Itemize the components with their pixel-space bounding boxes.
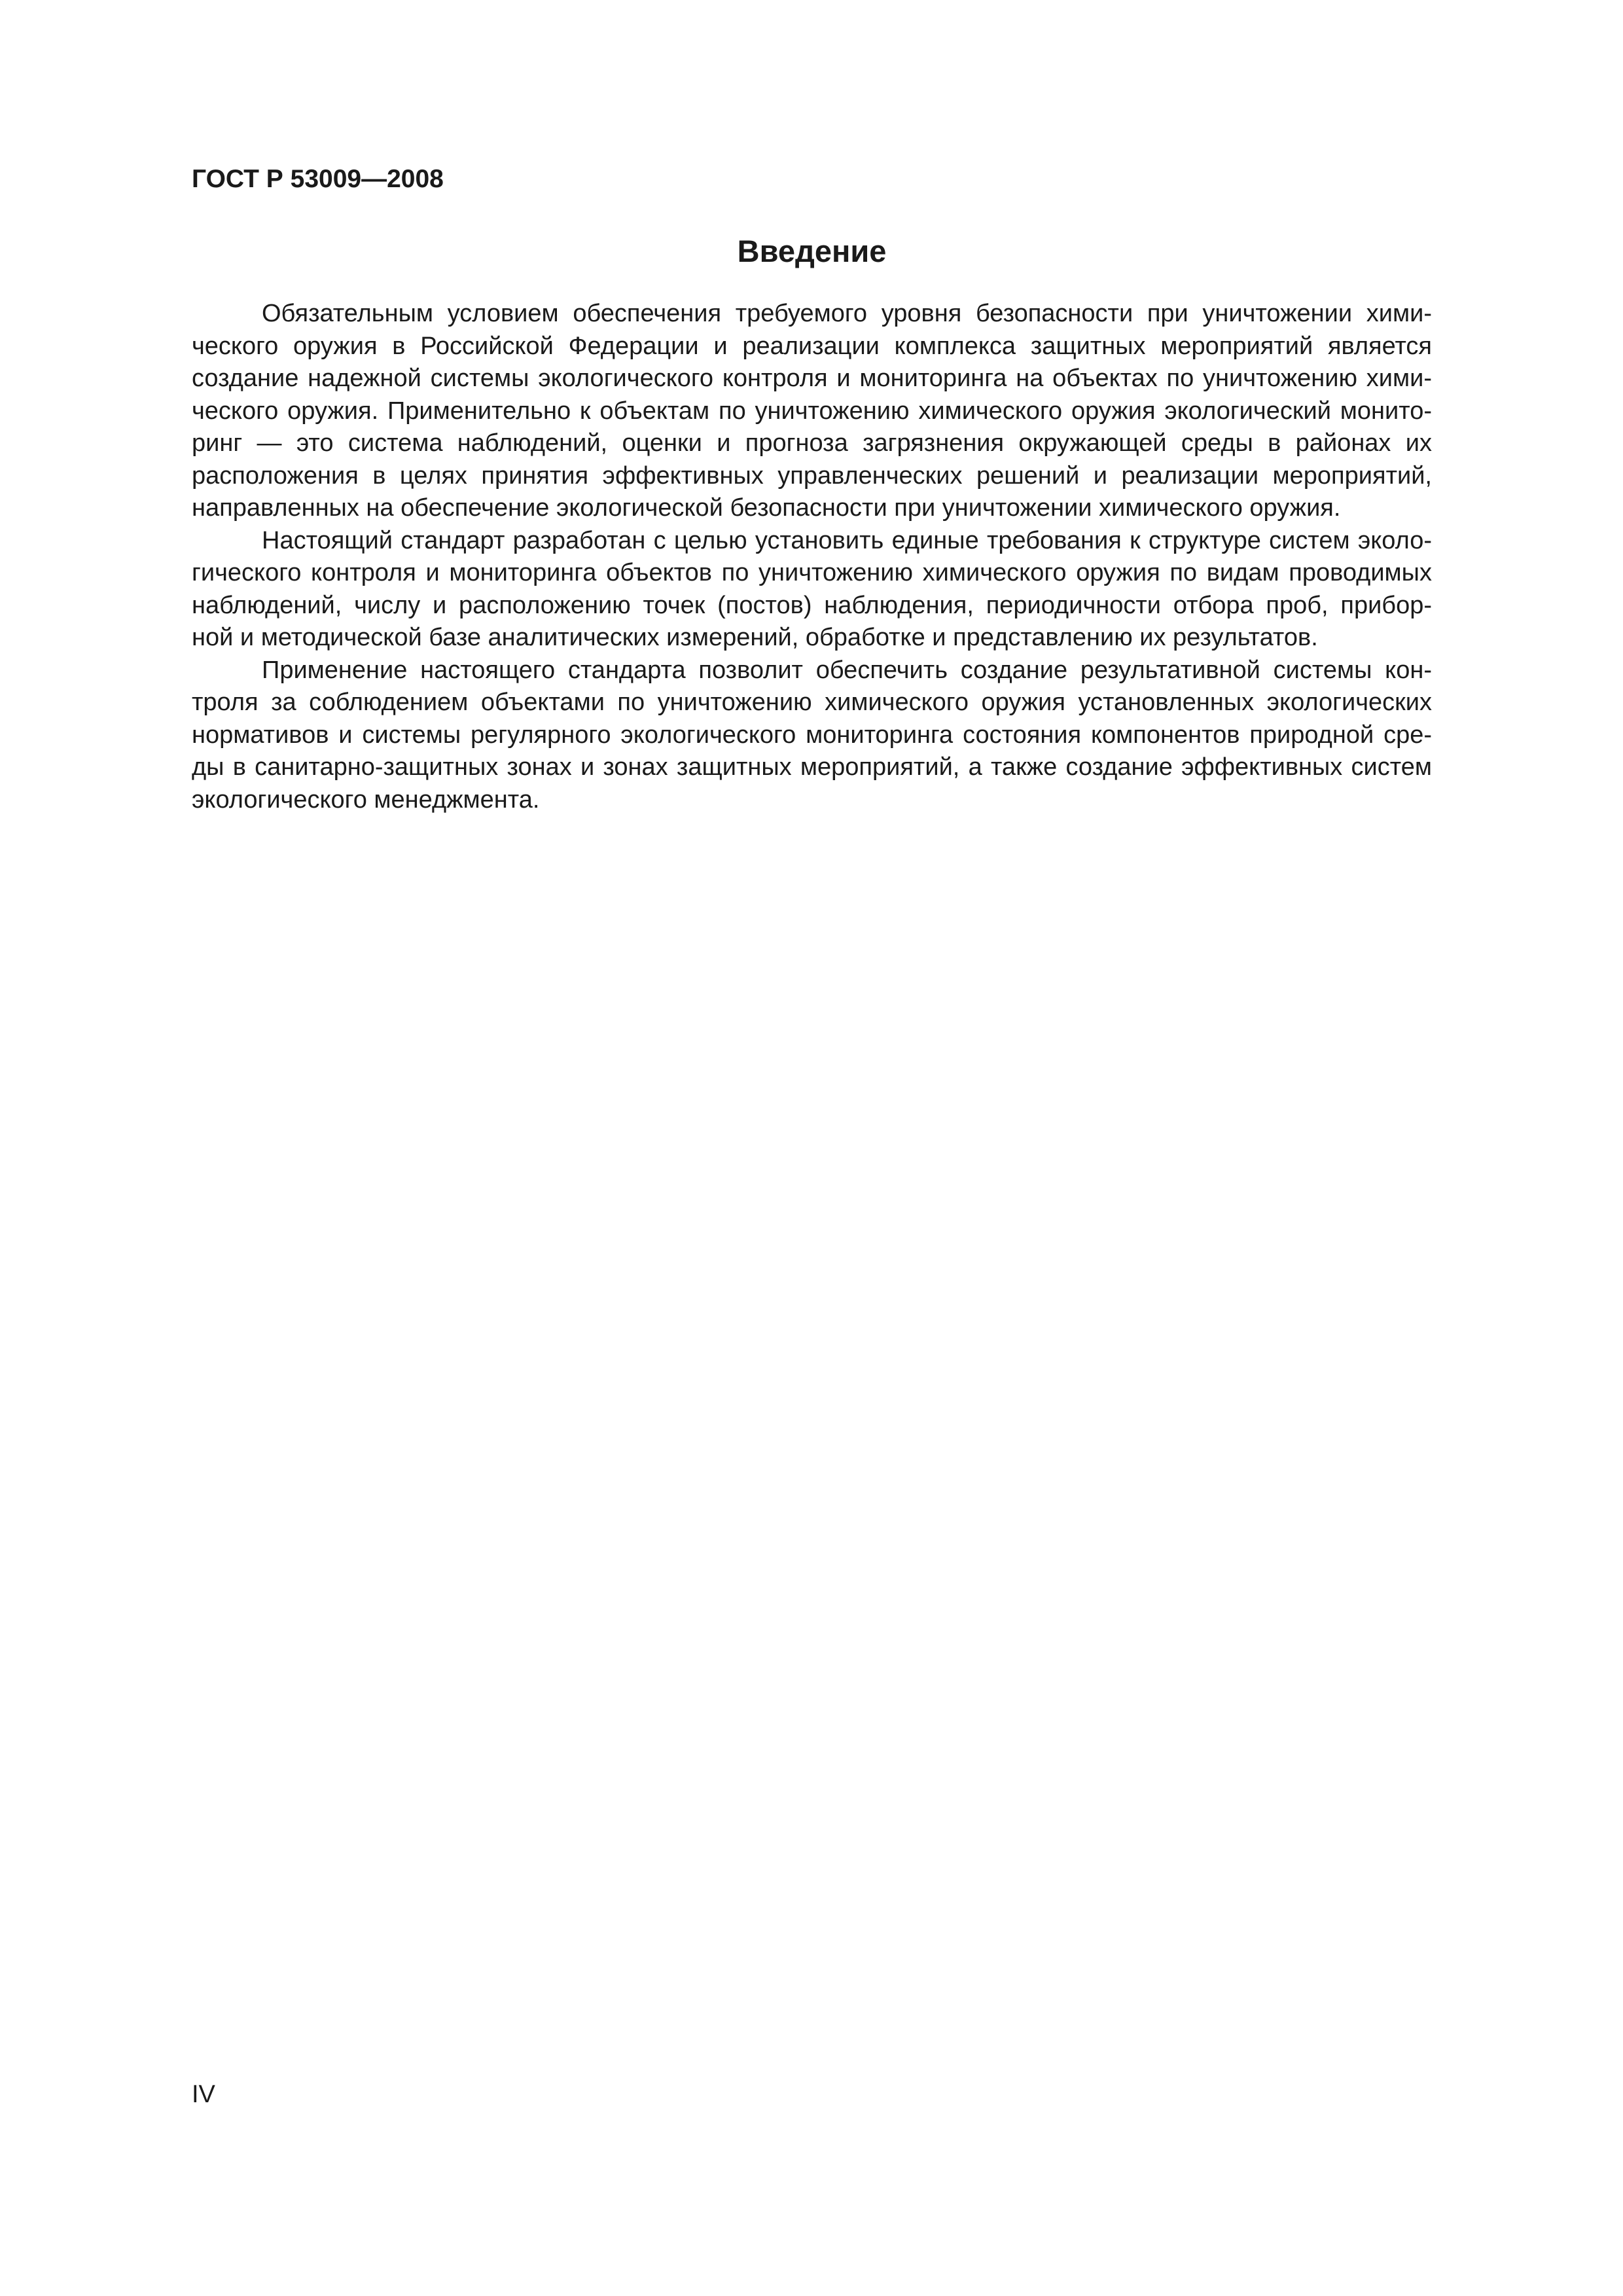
text-line: создание надежной системы экологического контроля и мониторинга на объектах по уничтожению хими-: [192, 365, 1432, 392]
page-number: IV: [192, 2081, 215, 2108]
text-line: ды в санитарно-защитных зонах и зонах защитных мероприятий, а также создание эффективных систем: [192, 753, 1432, 781]
text-line: троля за соблюдением объектами по уничтожению химического оружия установленных экологических: [192, 689, 1432, 716]
text-line: ческого оружия в Российской Федерации и реализации комплекса защитных мероприятий является: [192, 332, 1432, 360]
text-line: расположения в целях принятия эффективных управленческих решений и реализации мероприятий,: [192, 461, 1432, 490]
text-line: наблюдений, числу и расположению точек (постов) наблюдения, периодичности отбора проб, прибор-: [192, 591, 1432, 619]
body-text: [192, 298, 1432, 816]
section-title: Введение: [737, 234, 887, 268]
text-line: ной и методической базе аналитических измерений, обработке и представлению их результатов.: [192, 624, 1318, 651]
text-line: гического контроля и мониторинга объектов по уничтожению химического оружия по видам проводимых: [192, 559, 1432, 586]
text-line: Применение настоящего стандарта позволит обеспечить создание результативной системы кон-: [262, 656, 1432, 684]
paragraph-3: [192, 655, 1432, 817]
text-line: Обязательным условием обеспечения требуемого уровня безопасности при уничтожении хими-: [262, 300, 1432, 327]
text-line: ринг — это система наблюдений, оценки и прогноза загрязнения окружающей среды в районах их: [192, 429, 1432, 457]
document-code: ГОСТ Р 53009—2008: [192, 165, 444, 193]
paragraph-2: [192, 525, 1432, 655]
text-line: нормативов и системы регулярного экологического мониторинга состояния компонентов природной сре-: [192, 721, 1432, 749]
text-line: направленных на обеспечение экологической безопасности при уничтожении химического оружия.: [192, 494, 1341, 522]
text-line: ческого оружия. Применительно к объектам по уничтожению химического оружия экологический монито-: [192, 397, 1432, 425]
paragraph-1: [192, 298, 1432, 525]
text-line: Настоящий стандарт разработан с целью установить единые требования к структуре систем эколо-: [262, 526, 1432, 554]
text-line: экологического менеджмента.: [192, 785, 540, 814]
